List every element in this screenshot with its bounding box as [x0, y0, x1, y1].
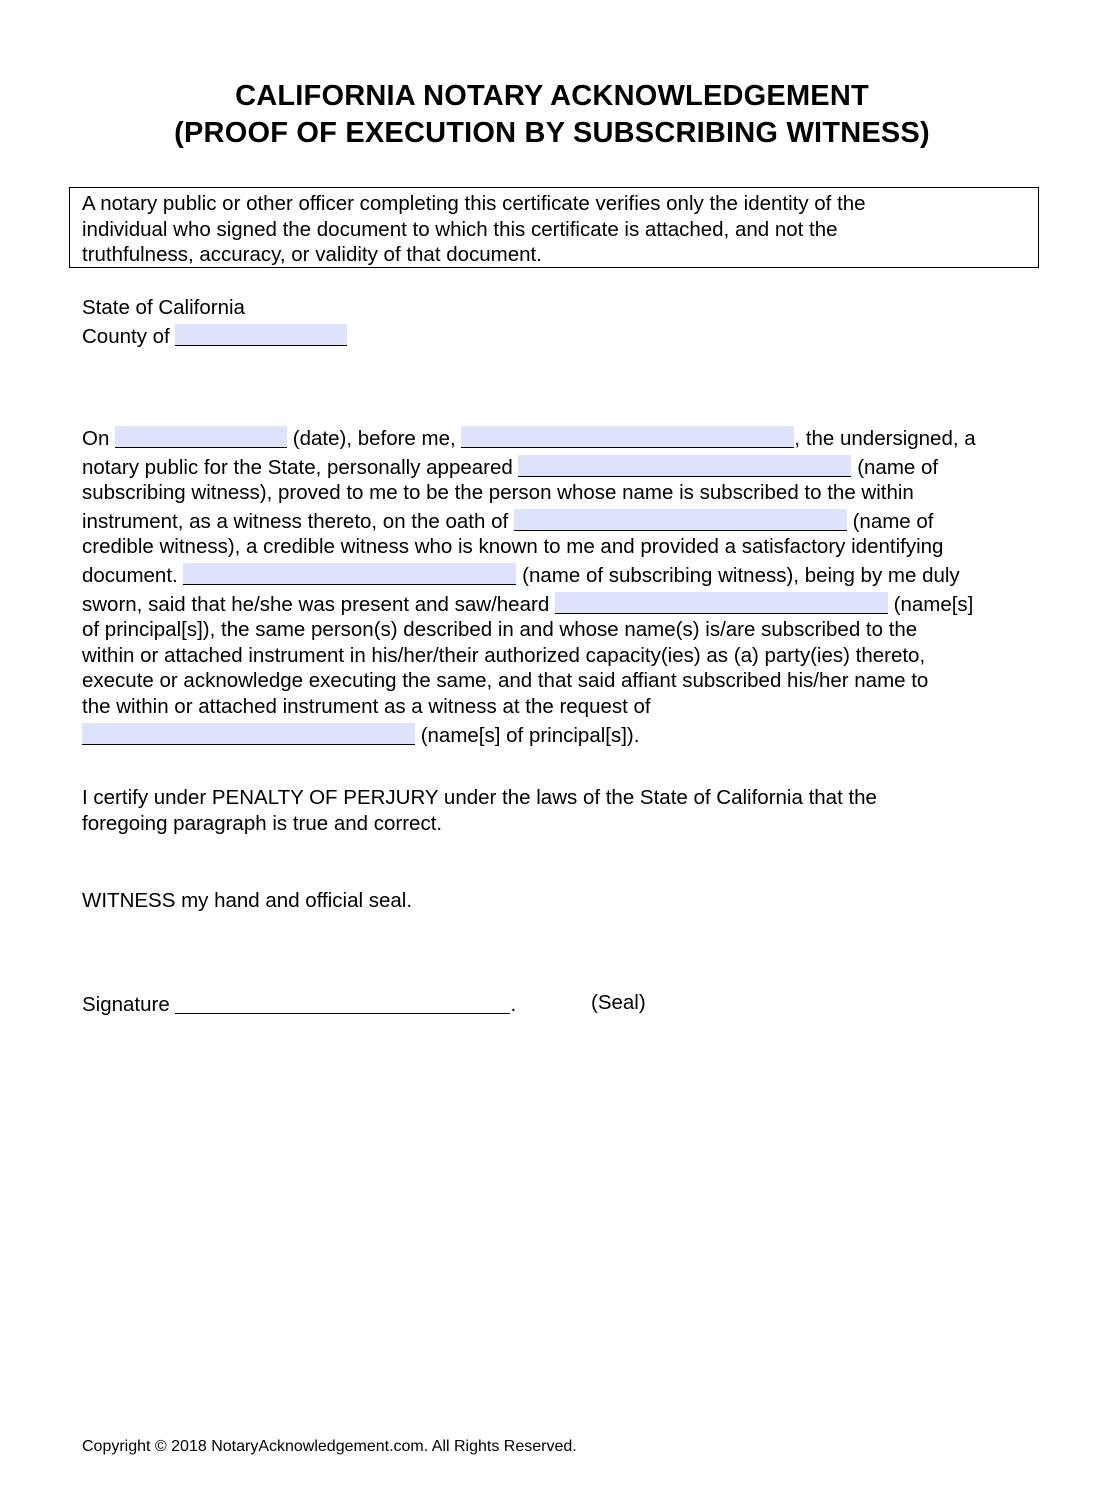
body-line-12 — [82, 720, 1027, 749]
signature-end: . — [510, 993, 517, 1016]
principal-names-field-2[interactable] — [82, 723, 415, 745]
body-line-10: execute or acknowledge executing the same, and that said affiant subscribed his/her name to — [82, 669, 929, 693]
body-text-duly: (name of subscribing witness), being by me duly — [522, 563, 960, 587]
venue-block — [82, 295, 347, 350]
body-text-document: document. — [82, 563, 178, 587]
seal-label: (Seal) — [591, 991, 646, 1014]
body-text-personally-appeared: notary public for the State, personally appeared — [82, 455, 513, 479]
body-line-11: the within or attached instrument as a witness at the request of — [82, 694, 651, 718]
county-label: County of — [82, 325, 170, 348]
body-line-5: credible witness), a credible witness who is known to me and provided a satisfactory identifying — [82, 535, 944, 559]
disclaimer-line-2: individual who signed the document to which this certificate is attached, and not the — [82, 217, 838, 241]
copyright-footer: Copyright © 2018 NotaryAcknowledgement.com. All Rights Reserved. — [82, 1438, 577, 1455]
body-text-undersigned: , the undersigned, a — [794, 427, 976, 450]
principal-names-field[interactable] — [555, 592, 888, 614]
body-line-2 — [82, 452, 1027, 481]
body-line-7 — [82, 589, 1027, 618]
venue-state: State of California — [82, 296, 245, 319]
disclaimer-box — [69, 187, 1039, 268]
body-text-before-me: (date), before me, — [292, 427, 456, 450]
date-field[interactable] — [115, 426, 287, 448]
body-text-principals: (name[s] of principal[s]). — [420, 723, 640, 747]
witness-statement: WITNESS my hand and official seal. — [82, 889, 413, 912]
title-line-1: CALIFORNIA NOTARY ACKNOWLEDGEMENT — [235, 80, 869, 112]
body-text-names: (name[s] — [893, 592, 974, 616]
body-text-name-of-2: (name of — [852, 509, 934, 533]
notary-name-field[interactable] — [461, 426, 794, 448]
disclaimer-line-3: truthfulness, accuracy, or validity of that document. — [82, 243, 542, 266]
document-title — [0, 78, 1104, 152]
body-line-8: of principal[s]), the same person(s) described in and whose name(s) is/are subscribed to the — [82, 618, 918, 642]
certify-line-1: I certify under PENALTY OF PERJURY under the laws of the State of California that the — [82, 786, 877, 809]
body-text-on: On — [82, 427, 110, 450]
body-line-6 — [82, 560, 1027, 589]
body-text-oath-of: instrument, as a witness thereto, on the oath of — [82, 509, 509, 533]
body-line-9: within or attached instrument in his/her/their authorized capacity(ies) as (a) party(ies) thereto, — [82, 643, 926, 667]
venue-county-line — [82, 321, 347, 350]
certification-statement — [82, 785, 1027, 837]
signature-field[interactable] — [175, 993, 510, 1014]
subscribing-witness-field-2[interactable] — [183, 563, 516, 585]
acknowledgement-paragraph — [82, 423, 1027, 748]
disclaimer-line-1: A notary public or other officer completing this certificate verifies only the identity of the — [82, 192, 866, 215]
credible-witness-field[interactable] — [514, 509, 847, 531]
signature-line — [82, 990, 516, 1018]
body-text-name-of: (name of — [857, 455, 939, 479]
body-line-1 — [82, 423, 1027, 452]
body-text-saw-heard: sworn, said that he/she was present and saw/heard — [82, 592, 550, 616]
subscribing-witness-field[interactable] — [518, 455, 851, 477]
signature-label: Signature — [82, 993, 170, 1016]
body-line-3: subscribing witness), proved to me to be the person whose name is subscribed to the within — [82, 481, 914, 505]
body-line-4 — [82, 506, 1027, 535]
certify-line-2: foregoing paragraph is true and correct. — [82, 812, 443, 835]
county-field[interactable] — [175, 324, 347, 346]
title-line-2: (PROOF OF EXECUTION BY SUBSCRIBING WITNESS) — [174, 117, 930, 149]
